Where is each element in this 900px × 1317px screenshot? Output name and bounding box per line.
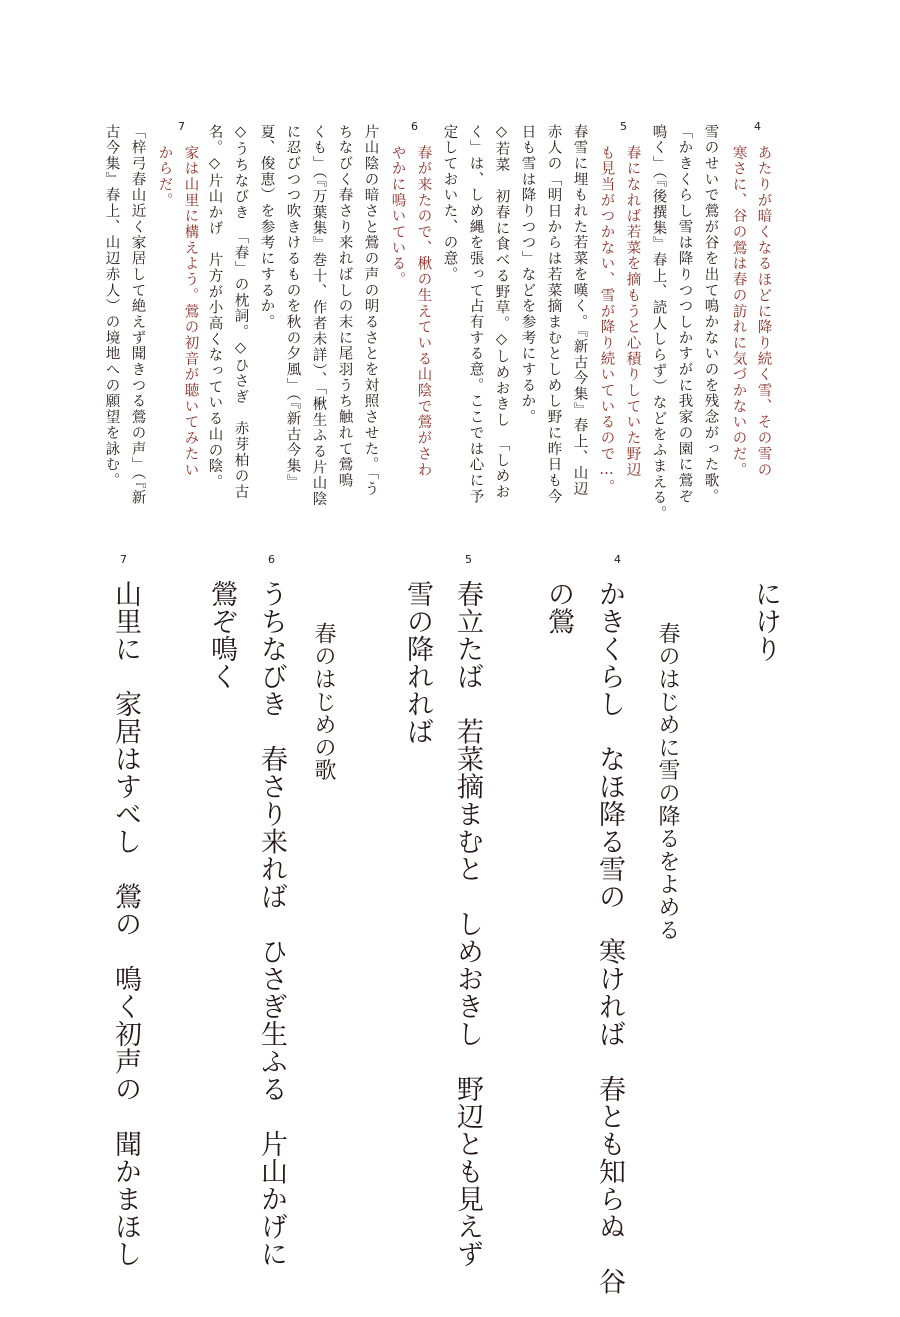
note-7-line-2: からだ。 — [156, 145, 173, 209]
poem-4-heading: 春のはじめに雪の降るをよめる — [655, 622, 680, 942]
poem-4-line-2: の鶯 — [543, 580, 574, 635]
note-6-line-6: に忍びつつ吹きけるものを秋の夕風」（『新古今集』 — [284, 124, 301, 490]
note-number-6: 6 — [411, 120, 418, 133]
note-4-line-1: あたりが暗くなるほどに降り続く雪、その雪の — [755, 145, 772, 478]
note-6-line-8: ◇うちなびき 「春」の枕詞。◇ひさぎ 赤芽柏の古 — [232, 124, 249, 501]
note-6-line-9: 名。◇片山かげ 片方が小高くなっている山の陰。 — [206, 124, 223, 491]
poem-5-line-1: 春立たば 若菜摘まむと しめおきし 野辺とも見えず — [452, 580, 483, 1268]
note-number-4: 4 — [754, 120, 761, 133]
note-7-line-4: 古今集』春上、山辺赤人）の境地への願望を詠む。 — [103, 124, 120, 489]
note-4-line-3: 雪のせいで鶯が谷を出て鳴かないのを残念がった歌。 — [702, 124, 719, 505]
note-6-line-5: くも」（『万葉集』巻十、作者未詳）、「楸生ふる片山陰 — [310, 124, 327, 508]
note-5-line-1: 春になれば若菜を摘もうと心積りしていた野辺 — [624, 145, 641, 478]
note-5-line-7: く」は、しめ縄を張って占有する意。ここでは心に予 — [467, 124, 484, 505]
poem-6-line-1: うちなびき 春さり来れば ひさぎ生ふる 片山かげに — [256, 580, 287, 1268]
note-4-line-4: 「かきくらし雪は降りつつしかすがに我家の園に鶯ぞ — [676, 124, 693, 505]
note-6-line-3: 片山陰の暗さと鶯の声の明るさとを対照させた。「う — [362, 124, 379, 498]
poem-number-5: 5 — [465, 553, 472, 566]
poem-5-line-2: 雪の降れれば — [402, 580, 433, 745]
poem-7-line-1: 山里に 家居はすべし 鶯の 鳴く初声の 聞かまほし — [110, 580, 141, 1268]
note-5-line-6: ◇若菜 初春に食べる野草。◇しめおきし 「しめお — [493, 124, 510, 501]
note-4-line-5: 鳴く」（『後撰集』春上、読人しらず）などをふまえる。 — [650, 124, 667, 522]
poem-number-6: 6 — [268, 553, 275, 566]
note-5-line-5: 日も雪は降りつつ」などを参考にするか。 — [519, 124, 536, 426]
note-7-line-1: 家は山里に構えよう。鶯の初音が聴いてみたい — [182, 145, 199, 478]
note-6-line-2: やかに鳴いている。 — [389, 145, 406, 288]
note-5-line-3: 春雪に埋もれた若菜を嘆く。『新古今集』春上、山辺 — [571, 124, 588, 498]
note-7-line-3: 「梓弓春山近く家居して絶えず聞きつる鶯の声」（『新 — [129, 124, 146, 506]
note-5-line-8: 定しておいた、の意。 — [441, 124, 458, 283]
note-5-line-4: 赤人の「明日からは若菜摘まむとしめし野に昨日も今 — [545, 124, 562, 505]
poem-number-4: 4 — [614, 553, 621, 566]
note-6-line-1: 春が来たので、楸の生えている山陰で鶯がさわ — [415, 145, 432, 478]
poem-4-line-1: かきくらし なほ降る雪の 寒ければ 春とも知らぬ 谷 — [594, 580, 625, 1295]
note-number-5: 5 — [620, 120, 627, 133]
note-number-7: 7 — [178, 120, 185, 133]
note-6-line-4: ちなびく春さり来ればしの末に尾羽うち触れて鶯鳴 — [336, 124, 353, 489]
note-6-line-7: 夏、俊恵）を参考にするか。 — [258, 124, 275, 331]
poem-6-heading: 春のはじめの歌 — [311, 622, 336, 782]
poem-6-line-2: 鶯ぞ鳴く — [206, 580, 237, 690]
poem-number-7: 7 — [120, 553, 127, 566]
note-5-line-2: も見当がつかない、雪が降り続いているので…。 — [598, 145, 615, 496]
previous-poem-tail: にけり — [750, 580, 781, 663]
note-4-line-2: 寒さに、谷の鶯は春の訪れに気づかないのだ。 — [730, 145, 747, 478]
